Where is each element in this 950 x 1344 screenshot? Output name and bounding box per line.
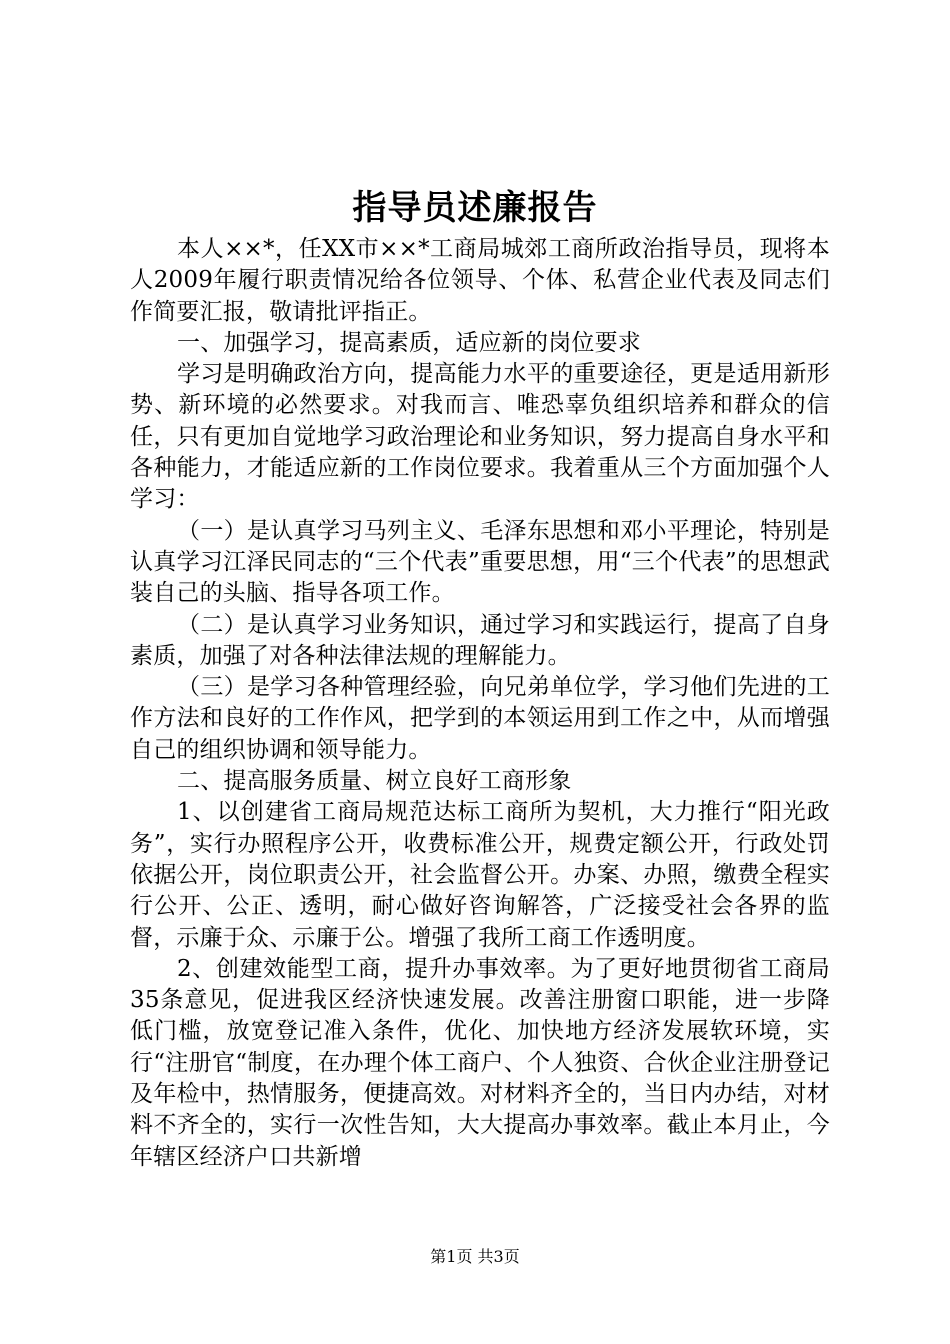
paragraph-service-2: 2、创建效能型工商，提升办事效率。为了更好地贯彻省工商局35条意见，促进我区经济快速发展。改善注册窗口职能，进一步降低门槛，放宽登记准入条件，优化、加快地方经济发展软环境，实行“注册官“制度，在办理个体工商户、个人独资、合伙企业注册登记及年检中，热情服务，便捷高效。对材料齐全的，当日内办结，对材料不齐全的，实行一次性告知，大大提高办事效率。截止本月止，今年辖区经济户口共新增	[130, 955, 830, 1170]
paragraph-service-1: 1、以创建省工商局规范达标工商所为契机，大力推行“阳光政务”，实行办照程序公开，收费标准公开，规费定额公开，行政处罚依据公开，岗位职责公开，社会监督公开。办案、办照，缴费全程实行公开、公正、透明，耐心做好咨询解答，广泛接受社会各界的监督，示廉于众、示廉于公。增强了我所工商工作透明度。	[130, 799, 830, 951]
document-title: 指导员述廉报告	[352, 188, 598, 228]
document-body	[130, 234, 830, 1173]
section-heading-2: 二、提高服务质量、树立良好工商形象	[177, 768, 572, 795]
paragraph-study-item-3: （三）是学习各种管理经验，向兄弟单位学，学习他们先进的工作方法和良好的工作作风，把学到的本领运用到工作之中，从而增强自己的组织协调和领导能力。	[130, 674, 830, 763]
section-heading-1: 一、加强学习，提高素质，适应新的岗位要求	[177, 329, 641, 356]
paragraph-study: 学习是明确政治方向，提高能力水平的重要途径，更是适用新形势、新环境的必然要求。对我而言、唯恐辜负组织培养和群众的信任，只有更加自觉地学习政治理论和业务知识，努力提高自身水平和各种能力，才能适应新的工作岗位要求。我着重从三个方面加强个人学习：	[130, 361, 830, 513]
paragraph-study-item-1: （一）是认真学习马列主义、毛泽东思想和邓小平理论，特别是认真学习江泽民同志的“三个代表”重要思想，用“三个代表”的思想武装自己的头脑、指导各项工作。	[130, 517, 830, 607]
paragraph-study-item-2: （二）是认真学习业务知识，通过学习和实践运行，提高了自身素质，加强了对各种法律法规的理解能力。	[130, 611, 830, 669]
paragraph-intro: 本人××*，任XX市××*工商局城郊工商所政治指导员，现将本人2009年履行职责情况给各位领导、个体、私营企业代表及同志们作简要汇报，敬请批评指正。	[130, 236, 830, 325]
page-number-footer: 第1页 共3页	[430, 1247, 520, 1266]
